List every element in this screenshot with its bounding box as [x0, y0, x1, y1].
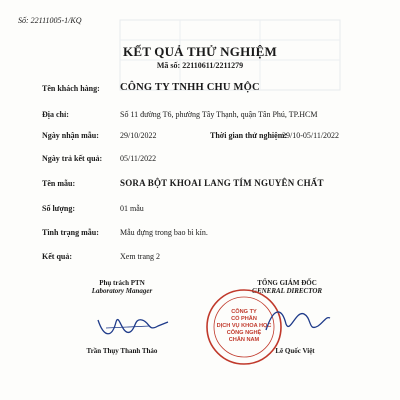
quantity-value: 01 mẫu	[120, 204, 144, 213]
quantity-label: Số lượng:	[42, 204, 76, 213]
stamp-line-4: CÔNG NGHỆ	[226, 330, 262, 336]
result-label: Kết quả:	[42, 252, 72, 261]
left-signer-name: Trần Thụy Thanh Thảo	[86, 347, 158, 355]
stamp-line-2: CỔ PHẦN	[231, 316, 257, 322]
condition-label: Tình trạng mẫu:	[42, 228, 99, 237]
test-time-value: 29/10-05/11/2022	[282, 131, 340, 140]
test-time-label: Thời gian thử nghiệm:	[210, 131, 288, 140]
stamp-line-5: CHÂN NAM	[228, 337, 260, 343]
right-signer-name: Lê Quốc Việt	[275, 347, 315, 355]
left-signature-block	[62, 279, 182, 295]
address-label: Địa chỉ:	[42, 110, 69, 119]
stamp-line-3: DỊCH VỤ KHOA HỌC	[216, 323, 272, 329]
left-signature-scribble	[92, 302, 172, 342]
customer-value: CÔNG TY TNHH CHU MỘC	[120, 82, 260, 93]
received-date-value: 29/10/2022	[120, 131, 157, 140]
right-signature-scribble	[262, 300, 332, 340]
document-title: KẾT QUẢ THỬ NGHIỆM	[123, 44, 277, 59]
sample-name-value: SORA BỘT KHOAI LANG TÍM NGUYÊN CHẤT	[120, 178, 324, 188]
left-role-en: Laboratory Manager	[91, 287, 153, 295]
right-role-en: GENERAL DIRECTOR	[251, 287, 323, 295]
sample-name-label: Tên mẫu:	[42, 179, 76, 188]
customer-label: Tên khách hàng:	[42, 84, 100, 93]
stamp-line-1: CÔNG TY	[231, 309, 257, 315]
result-date-value: 05/11/2022	[120, 154, 157, 163]
left-role-vi: Phụ trách PTN	[99, 279, 145, 287]
right-role-vi: TỔNG GIÁM ĐỐC	[257, 279, 317, 287]
result-value: Xem trang 2	[120, 252, 160, 261]
document-number: Số: 22111005-1/KQ	[18, 16, 82, 25]
address-value: Số 11 đường T6, phường Tây Thạnh, quận Tân Phú, TP.HCM	[120, 110, 318, 119]
condition-value: Mẫu đựng trong bao bì kín.	[120, 228, 208, 237]
received-date-label: Ngày nhận mẫu:	[42, 131, 99, 140]
result-date-label: Ngày trả kết quả:	[42, 154, 103, 163]
result-code: Mã số: 22110611/2211279	[156, 61, 244, 70]
